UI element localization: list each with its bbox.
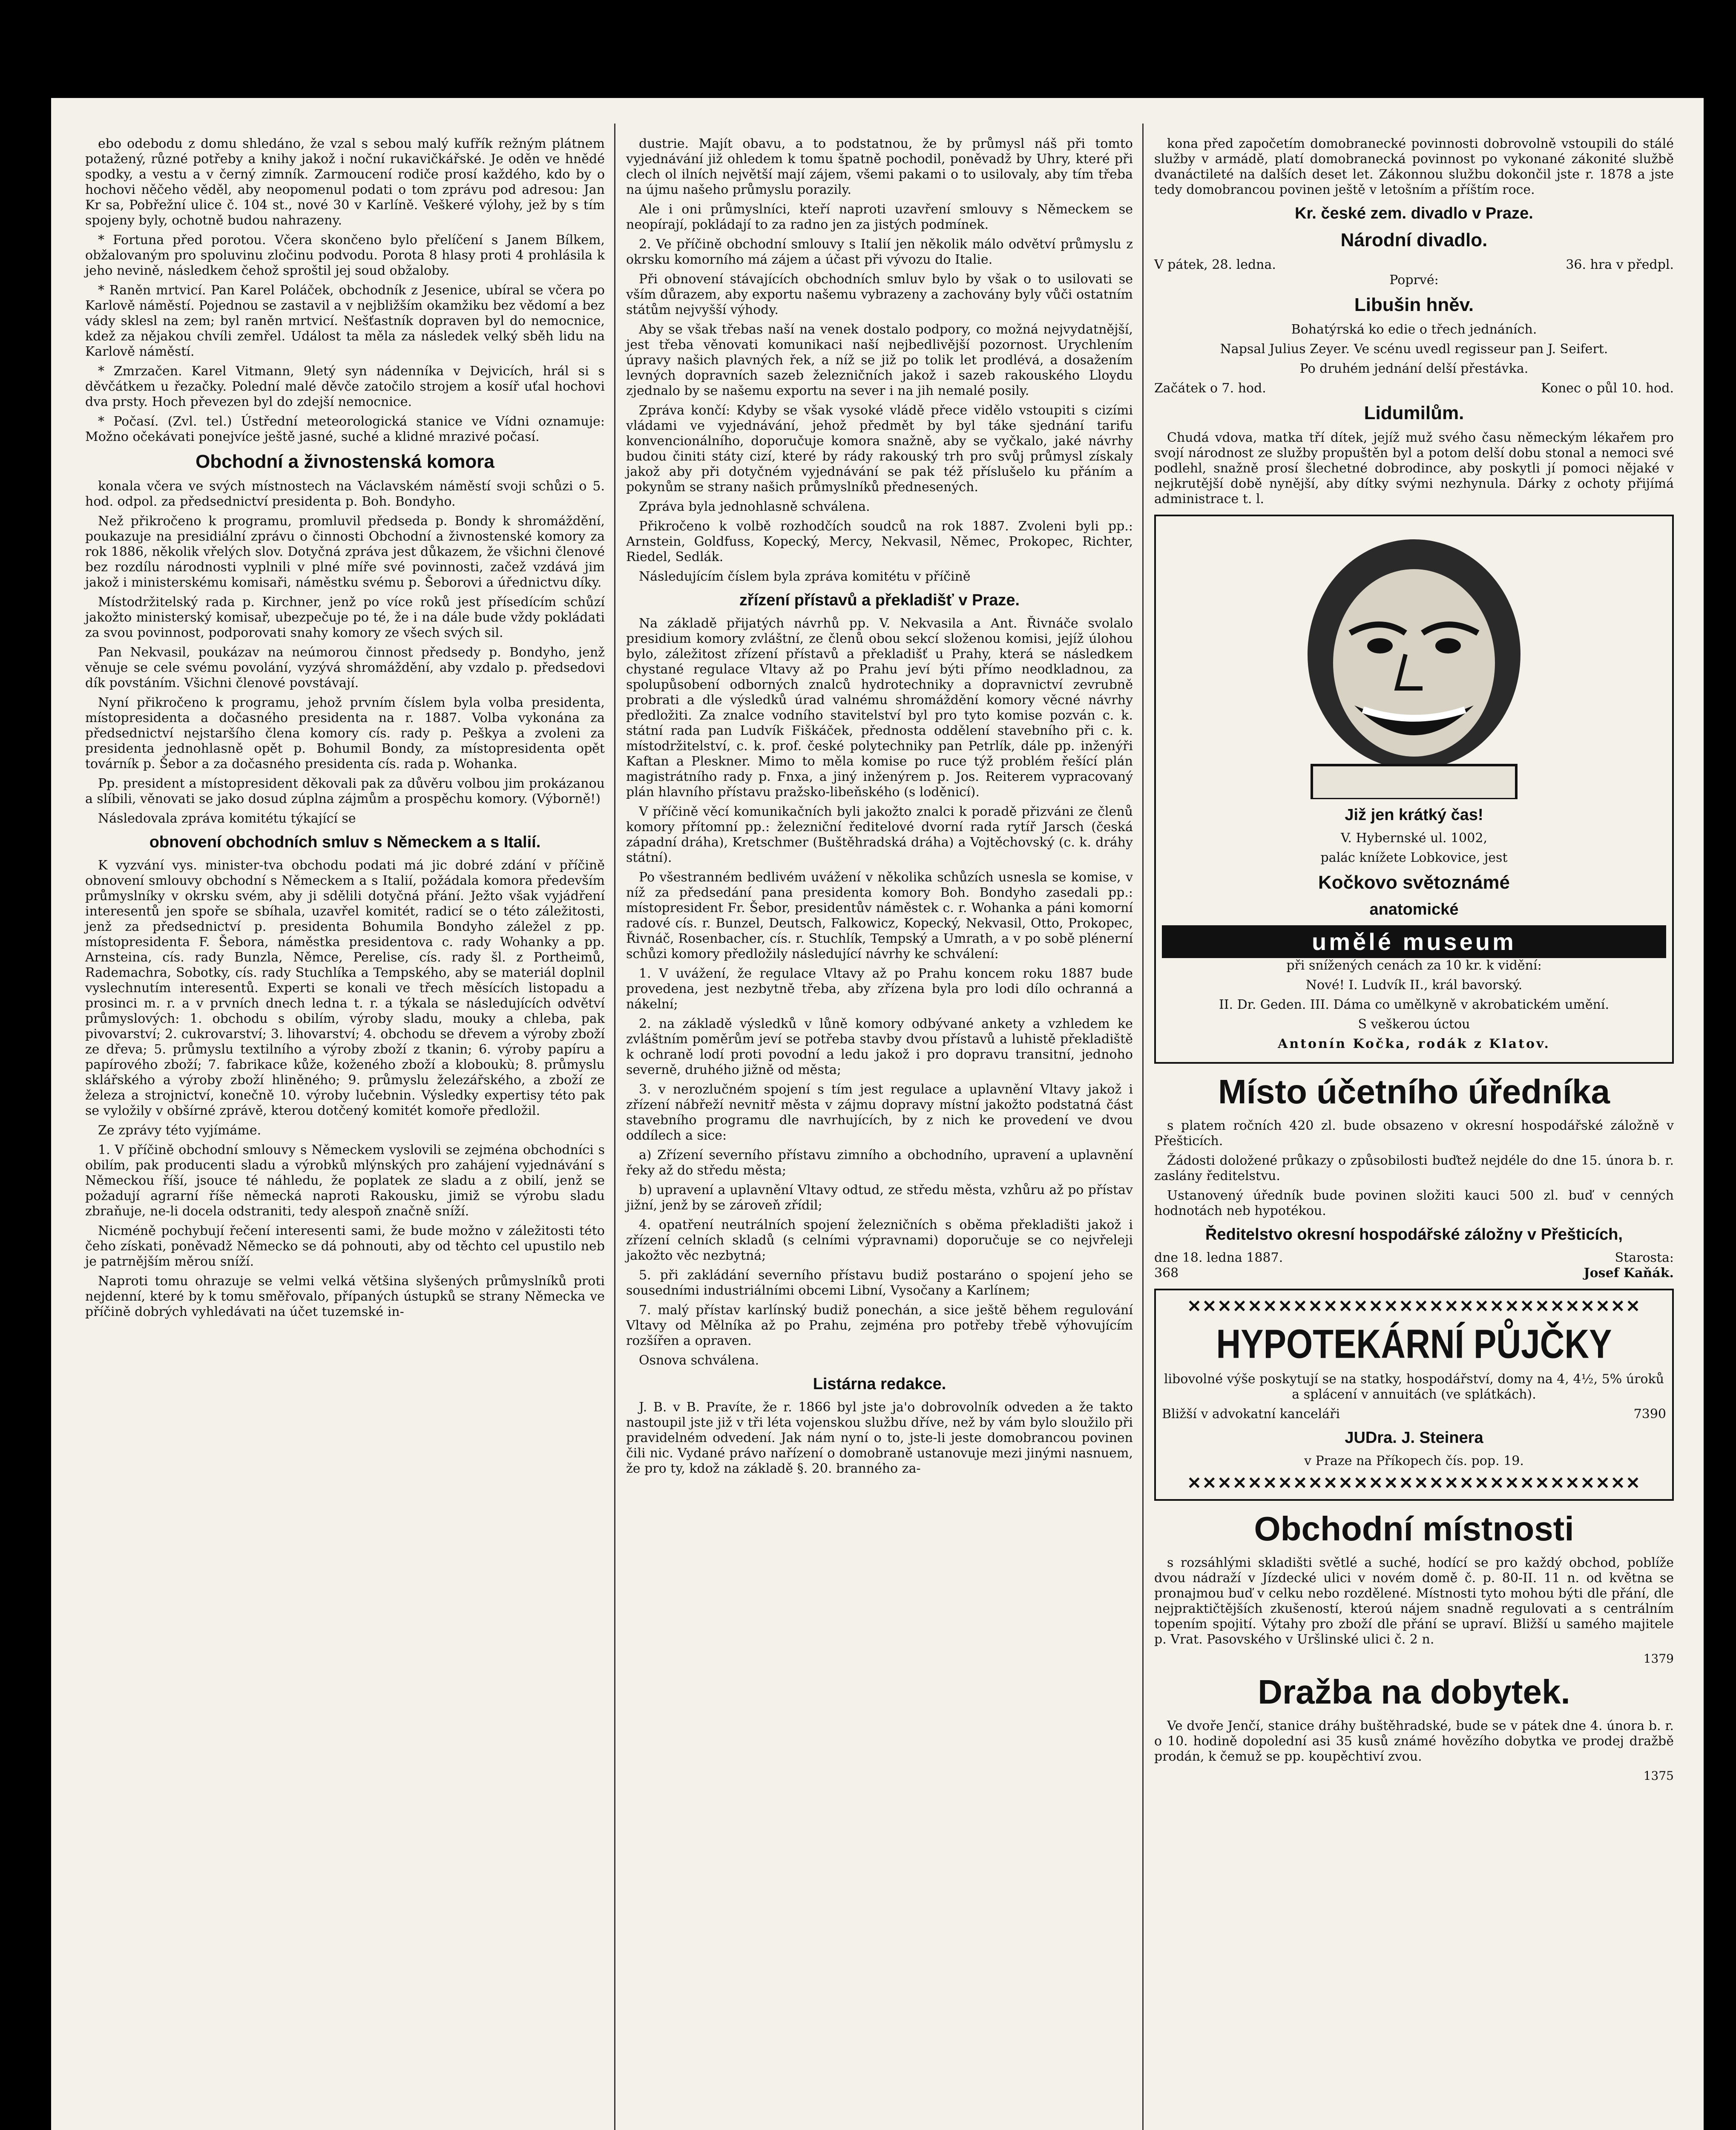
article-text: dustrie. Majít obavu, a to podstatnou, že by průmysl náš při tomto vyjednávání již ohledem k tomu špatně pochodil, poněvadž by Uhry, které při clech ol ilních největší mají zájem, všemi pakami o to usilovaly, aby tím třeba na újmu našeho průmyslu porazily. (626, 136, 1133, 197)
loans-heading: HYPOTEKÁRNÍ PŮJČKY (1216, 1321, 1612, 1367)
theatre-heading: Kr. české zem. divadlo v Praze. (1295, 204, 1533, 222)
news-item: * Počasí. (Zvl. tel.) Ústřední meteorologická stanice ve Vídni oznamuje: Možno očekávati ponejvíce ještě jasné, suché a klidné mrazivé počasí. (85, 414, 605, 444)
article-text: Než přikročeno k programu, promluvil předseda p. Bondy k shromáždění, poukazuje na presidiální zprávu o činnosti Obchodní a živnostenské komory za rok 1886, několik vřelých slov. Dotyčná zpráva jest důkazem, že všichni členové bez rozdílu národnosti vyplnili v plné míře své povinnosti, začež vzdává jim jakož i ministerskému komisaři, náměstku svému p. Šeborovi a úřednictvu díky. (85, 514, 605, 590)
article-text: J. B. v B. Pravíte, že r. 1866 byl jste ja'o dobrovolník odveden a že takto nastoupil jste již v tři léta vojenskou službu dříve, než by vám bylo sloužilo při pravidelném odvedení. Jak nám nyní o to, jste-li jeste domobrancou povinen čili nic. Vydané právo nařízení o domobraně ustanovuje mezi jinými nasnuem, že pro ty, kdož na základě §. 20. branného za- (626, 1400, 1133, 1476)
premises-heading: Obchodní místnosti (1254, 1510, 1574, 1548)
news-item: * Raněn mrtvicí. Pan Karel Poláček, obchodník z Jesenice, ubíral se včera po Karlově náměstí. Pojednou se zastavil a v nejbližším okamžiku bez vědomí a bez vády sklesl na zem; byl raněn mrtvicí. Nešťastník dopraven byl do nemocnice, kdež za nějakou chvíli zemřel. Událost ta měla za následek velký sběh lidu na Karlově náměstí. (85, 283, 605, 359)
museum-name: Kočkovo světoznámé (1318, 872, 1510, 893)
theatre-play: Libušin hněv. (1354, 294, 1474, 315)
article-text: Zpráva byla jednohlasně schválena. (639, 499, 870, 514)
theatre-start: Začátek o 7. hod. (1154, 381, 1266, 396)
article-text: konala včera ve svých místnostech na Václavském náměstí svoji schůzi o 5. hod. odpol. za předsednictví presidenta p. Boh. Bondyho. (85, 479, 605, 509)
job-signature: Ředitelstvo okresní hospodářské záložny v Přešticích, (1205, 1226, 1623, 1243)
job-text: s platem ročních 420 zl. bude obsazeno v okresní hospodářské záložně v Přešticích. (1154, 1118, 1674, 1148)
theatre-genre: Bohatýrská ko edie o třech jednáních. (1291, 322, 1537, 337)
article-text: 7. malý přístav karlínský budiž ponechán, a sice ještě během regulování Vltavy od Mělníka až po Prahu, zejména pro potřeby třebě výhovujícím rozšířen a opraven. (626, 1303, 1133, 1348)
job-heading: Místo účetního úředníka (1218, 1073, 1610, 1111)
museum-text: při snížených cenách za 10 kr. k vidění: (1286, 958, 1542, 973)
cross-border: ✕✕✕✕✕✕✕✕✕✕✕✕✕✕✕✕✕✕✕✕✕✕✕✕✕✕✕✕✕✕ (1187, 1296, 1641, 1316)
grinning-face-illustration (1252, 527, 1576, 799)
article-text: Ze zprávy této vyjímáme. (98, 1123, 262, 1138)
column-rule (1142, 124, 1144, 2130)
museum-text: Antonín Kočka, rodák z Klatov. (1278, 1036, 1550, 1051)
ad-number: 368 (1154, 1266, 1179, 1281)
job-text: Žádosti doložené průkazy o způsobilosti buďtež nejdéle do dne 15. února b. r. zaslány ředitelstvu. (1154, 1153, 1674, 1183)
column-right (1154, 136, 1674, 1783)
article-text: Nicméně pochybují řečení interesenti sami, že bude možno v záležitosti této čeho získati, poněvadž Německo se dá pohnouti, aby od těchto cel upustilo neb je patrnějším měrou sníží. (85, 1223, 605, 1269)
article-text: 3. v nerozlučném spojení s tím jest regulace a uplavnění Vltavy jakož i zřízení nábřeží nevnitř města v zájmu dopravy místní jakožto podstatná část stavebního programu dle navrhujících, by z nich ke provedení ve dvou oddílech a sice: (626, 1082, 1133, 1143)
article-text: Nyní přikročeno k programu, jehož prvním číslem byla volba presidenta, místopresidenta a dočasného presidenta na r. 1887. Volba vykonána za předsednictví nejstaršího člena komory cís. rady p. Peškyа a zvoleni za presidenta jednohlasně opět p. Bohumil Bondy, za místopresidenta opět továrník p. Šebor a za dočasného presidenta cís. rada p. Wohanka. (85, 695, 605, 771)
ad-number: 7390 (1633, 1407, 1666, 1422)
section-heading: Obchodní a živnostenská komora (195, 451, 494, 472)
theatre-interval: Po druhém jednání delší přestávka. (1299, 361, 1529, 376)
article-text: Pp. president a místopresident děkovali pak za důvěru volbou jim prokázanou a slíbili, věnovati se jako dosud zúplna zájmům a prospěchu komory. (Výborně!) (85, 776, 605, 806)
ad-number: 1375 (1643, 1769, 1674, 1783)
loans-text: Bližší v advokatní kanceláři (1162, 1407, 1340, 1422)
article-text: Následovala zpráva komitétu týkající se (98, 811, 356, 826)
article-text: Ale i oni průmyslníci, kteří naproti uzavření smlouvy s Německem se neopírají, pokládají to za radno jen za jistých podmínek. (626, 202, 1133, 232)
loans-text: libovolné výše poskytují se na statky, hospodářství, domy na 4, 4½, 5% úroků a splácení v annuitách (ve splátkách). (1164, 1372, 1664, 1402)
article-text: 2. na základě výsledků v lůně komory odbývané ankety a vzhledem ke zvláštním poměrům jeví se potřeba stavby dvou přístavů a luhistě překladiště k ochraně lodí proti povodní a ledu jakož i pro dopravu transitní, jednoho severně, druhého jižně od města; (626, 1016, 1133, 1077)
article-text: Zpráva končí: Kdyby se však vysoké vládě přece vidělo vstoupiti s cizími vládami ve vyjednávání, jehož předmět by byl táke sjednání tarifu konvencionálního, doporučuje komora snažně, aby se vyčkalo, jaké návrhy budou činiti státy cizí, které by rády rakouský trh pro svůj průmysl získaly jakož aby při dotyčném vyjednávání se pak též příslušelo ku přáním a pokynům se strany našich průmyslníků přednesených. (626, 403, 1133, 495)
theatre-title: Národní divadlo. (1340, 230, 1488, 250)
article-text: 1. V uvážení, že regulace Vltavy až po Prahu koncem roku 1887 bude provedena, jest nezbytně třeba, aby zřízena byla pro lodi dílo ochranná a nákelní; (626, 966, 1133, 1012)
article-text: ebo odebodu z domu shledáno, že vzal s sebou malý kufřík režným plátnem potažený, různé potřeby a knihy jakož i noční rukavičkářské. Je oděn ve hnědé spodky, a vestu a v černý zimník. Zarmoucení rodiče prosí každého, kdo by o hochovi něčeho věděl, aby neopomenul podati o tom zprávu pod adresou: Jan Kr sa, Pobřežní ulice č. 104 st., nové 30 v Karlíně. Veškeré výlohy, jež by s tím spojeny byly, ochotně budou nahrazeny. (85, 136, 605, 228)
newspaper-page (51, 98, 1704, 2130)
ad-number: 1379 (1643, 1652, 1674, 1666)
loans-address: v Praze na Příkopech čís. pop. 19. (1304, 1454, 1524, 1468)
loans-name: JUDra. J. Steinera (1345, 1429, 1483, 1447)
section-heading: zřízení přístavů a překladišť v Praze. (739, 591, 1020, 609)
article-text: b) upravení a uplavnění Vltavy odtud, ze středu města, vzhůru až po přístav jižní, jenž by se zároveň zřídil; (626, 1183, 1133, 1213)
auction-text: Ve dvoře Jenčí, stanice dráhy buštěhradské, bude se v pátek dne 4. února b. r. o 10. hodině dopolední asi 35 kusů známé hovězího dobytka ve prodej dražbě prodán, k čemuž se pp. koupěchtiví zvou. (1154, 1718, 1674, 1764)
article-text: Po všestranném bedlivém uvážení v několika schůzích usnesla se komise, v níž za předsedání pana presidenta komory Boh. Bondyho zasedali pp.: místopresident Fr. Šebor, presidentův náměstek c. r. Wohanka a páni komorní radové cís. r. Bunzel, Deutsch, Falkowicz, Kopecký, Nekvasil, Otto, Prokopec, Řivnáč, Rosenbacher, cís. r. Stuchlík, Tempský a Umrath, a v po sobě plénerní schůzi komory předložily následující návrhy ke schválení: (626, 870, 1133, 961)
museum-address: V. Hybernské ul. 1002, (1341, 831, 1487, 846)
column-middle (626, 136, 1133, 1481)
news-item: * Fortuna před porotou. Včera skončeno bylo přelíčení s Janem Bílkem, obžalovaným pro spoluvinu zločinu podvodu. Porota 8 hlasy proti 4 prohlásila k jeho nevině, následkem čehož sproštil jej soud obžaloby. (85, 233, 605, 278)
article-text: Osnova schválena. (639, 1353, 759, 1368)
article-text: 5. při zakládání severního přístavu budiž postaráno o spojení jeho se sousedními industriálními obcemi Libní, Vysočany a Karlínem; (626, 1268, 1133, 1298)
museum-word: umělé museum (1162, 925, 1666, 958)
job-date: dne 18. ledna 1887. (1154, 1250, 1283, 1265)
job-name: Josef Kaňák. (1584, 1266, 1674, 1281)
theatre-date: V pátek, 28. ledna. (1154, 257, 1276, 272)
column-left (85, 136, 605, 1324)
article-text: Aby se však třebas naší na venek dostalo podpory, co možná nejvydatnější, jest třeba věnovati komunikaci naší nejbedlivější pozornost. Urychlením úpravy našich plavných řek, a níž se již po tolik let prodlévá, a dosažením levných dopravních sazeb železničních jakož i sazeb rakouského Lloydu zjednalo by se našemu exportu na sever i na jih nemalé posily. (626, 322, 1133, 398)
article-text: V příčině věcí komunikačních byli jakožto znalci k poradě přizváni ze členů komory přítomní pp.: železniční ředitelové dvorní rada rytíř Jarsch (česká západní dráha), Kretschmer (Buštěhradská dráha) a Vojtěchovský (c. k. dráhy státní). (626, 804, 1133, 865)
theatre-listing (1154, 204, 1674, 396)
section-heading: Listárna redakce. (813, 1375, 946, 1393)
article-text: Při obnovení stávajících obchodních smluv bylo by však o to usilovati se vším důrazem, aby exportu našemu vybrazeny a zachovány byly vůči ostatním státům nejvyšší výhody. (626, 272, 1133, 317)
auction-heading: Dražba na dobytek. (1258, 1673, 1570, 1711)
theatre-end: Konec o půl 10. hod. (1541, 381, 1674, 396)
job-text: Ustanovený úředník bude povinen složiti kauci 500 zl. buď v cenných hodnotách neb hypotékou. (1154, 1188, 1674, 1218)
article-text: K vyzvání vys. minister-tva obchodu podati má jic dobré zdání v příčině obnovení smlouvy obchodní s Německem a s Italií, požádala komora především průmyslníky v okrsku svém, aby ji sdělili dotyčná přání. Ježto však vyjádření interesentů jen spoře se sbíhala, uzavřel komitét, radicí se o této záležitosti, jenž za předsednictví p. presidenta Bohumila Bondyho záležel z pp. místopresidenta F. Šebora, náměstka presidentova c. rady Wohanky a pp. Arnsteina, cís. rady Bunzla, Němce, Perelise, cís. rady šl. z Portheimů, Rademachra, Sobotky, cís. rady Stuchlíka a Tempského, aby se materiál doplnil vyslechnutím interesentů. Experti se konali ve třech měsících listopadu a prosinci m. r. a v prvních dnech ledna t. r. a týkala se následujících odvětví průmyslových: 1. obchodu s obilím, výroby sladu, mouky a chleba, pak pivovarství; 2. cukrovarství; 3. lihovarství; 4. obchodu se dřevem a výroby zboží ze dřeva; 5. průmyslu textilního a výroby zboží z tkanin; 6. výroby papíru a papírového zboží; 7. fabrikace kůže, koženého zboží a kloboukù; 8. průmyslu sklářského a výroby zboží hliněného; 9. průmyslu železářského, a zboží ze železa a strojnictví, konečně 10. výroby lučebnin. Výsledky expertisy této pak se vyložily v obšírné zprávě, kterou dotčený komitét komoře předložil. (85, 858, 605, 1118)
charity-text: Chudá vdova, matka tří dítek, jejíž muž svého času německým lékařem pro svojí národnost ze služby propuštěn byl a potom delší dobu stonal a nemoci své podlehl, snažně prosí šlechetné dobrodince, aby poskytli jí pomoci nějaké v nejkrutější době nynější, aby dítky svými nezhynula. Dárky z ochoty přijímá administrace t. l. (1154, 430, 1674, 507)
article-text: 2. Ve příčině obchodní smlouvy s Italií jen několik málo odvětví průmyslu z okrsku komorního má zájem a účast při vývozu do Italie. (626, 237, 1133, 267)
job-starosta: Starosta: (1615, 1250, 1674, 1265)
article-text: 1. V příčině obchodní smlouvy s Německem vyslovili se zejména obchodníci s obilím, pak producenti sladu a výrobků mlýnských pro zahájení vyjednávání s Německou říší, jsouce té náhledu, že poplatek ze sladu a z obilí, jenž se požadují agrarní říše německá naproti Rakousku, jimiž se výrobu sladu zbraňuje, ne-li docela odstraniti, tedy alespoň značně sníží. (85, 1143, 605, 1219)
theatre-series: 36. hra v předpl. (1566, 257, 1674, 272)
museum-banner: Již jen krátký čas! (1345, 806, 1483, 824)
museum-ad (1154, 515, 1674, 1064)
sub-heading: obnovení obchodních smluv s Německem a s Italií. (149, 833, 541, 851)
cross-border: ✕✕✕✕✕✕✕✕✕✕✕✕✕✕✕✕✕✕✕✕✕✕✕✕✕✕✕✕✕✕ (1187, 1473, 1641, 1493)
article-text: Následujícím číslem byla zpráva komitétu v příčině (639, 569, 971, 584)
article-text: Pan Nekvasil, poukázav na neúmorou činnost předsedy p. Bondyho, jenž věnuje se cele svému povolání, vyzývá shromáždění, aby vzdalo p. předsedovi dík povstáním. Všichni členové povstávají. (85, 645, 605, 691)
museum-address: palác knížete Lobkovice, jest (1320, 850, 1508, 865)
museum-text: S veškerou úctou (1358, 1017, 1470, 1032)
premises-text: s rozsáhlými skladišti světlé a suché, hodící se pro každý obchod, poblíže dvou nádraží v Jízdecké ulici v novém domě č. p. 80-II. 11 n. od května se pronajmou buď v celku nebo rozdělené. Místnosti tyto mohou býti dle přání, dle nejpraktičtějších zkušeností, kteroú nájem snadně regulovati a s centrálním topením spojití. Výtahy pro zboží dle přání se upraví. Bližší u samého majitele p. Vrat. Pasovského v Uršlinské ulici č. 2 n. (1154, 1555, 1674, 1647)
column-rule (614, 124, 615, 2130)
theatre-author: Napsal Julius Zeyer. Ve scénu uvedl regisseur pan J. Seifert. (1220, 342, 1608, 357)
museum-subtitle: anatomické (1369, 901, 1459, 918)
charity-heading: Lidumilům. (1364, 403, 1464, 423)
museum-text: Nové! I. Ludvík II., král bavorský. (1305, 978, 1523, 993)
article-text: kona před započetím domobranecké povinnosti dobrovolně vstoupili do stálé služby v armádě, platí domobranecká povinnost po vykonané zákonité službě dvanáctileté na dalších deset let. Zákonnou službu dokončil jste r. 1878 a jste tedy domobrancou povinen ještě v letošním a příštím roce. (1154, 136, 1674, 197)
museum-text: II. Dr. Geden. III. Dáma co umělkyně v akrobatickém umění. (1219, 997, 1610, 1012)
article-text: Přikročeno k volbě rozhodčích soudců na rok 1887. Zvoleni byli pp.: Arnstein, Goldfuss, Kopecký, Mercy, Nekvasil, Němec, Prokopec, Richter, Riedel, Sedlák. (626, 519, 1133, 564)
article-text: Naproti tomu ohrazuje se velmi velká většina slyšených průmyslníků proti nejdenní, které by k tomu směřovalo, přípaných ústupků se strany Německa ve příčině dobrých vyhledávati na účet tuzemské in- (85, 1274, 605, 1319)
article-text: Místodržitelský rada p. Kirchner, jenž po více roků jest přísedícím schůzí jakožto ministerský komisař, ubezpečuje po té, že i na dále bude vždy pokládati za svou povinnost, podporovati snahy komory ze všech svých sil. (85, 595, 605, 640)
article-text: 4. opatření neutrálních spojení železničních s oběma překladišti jakož i zřízení celních skladů (s celními výpravnami) doporučuje se co nejvřeleji jakožto věc nezbytná; (626, 1218, 1133, 1263)
article-text: a) Zřízení severního přístavu zimního a obchodního, upravení a uplavnění řeky až do středu města; (626, 1148, 1133, 1178)
news-item: * Zmrzačen. Karel Vitmann, 9letý syn nádenníka v Dejvicích, hrál si s děvčátkem u řezačky. Polední malé děvče zatočilo strojem a kosíř uťal hochovi dva prsty. Hoch převezen byl do zdejší nemocnice. (85, 364, 605, 409)
article-text: Na základě přijatých návrhů pp. V. Nekvasila a Ant. Řivnáče svolalo presidium komory zvláštní, ze členů obou sekcí složenou komisi, jejíž úlohou bylo, záležitost zřízení přístavů a překladišť u Prahy, která se následkem chystané regulace Vltavy až po Prahu jeví býti přímo neodkladnou, za spolupůsobení odborných znalců hydrotechniky a dopravnictví zevrubně probrati a dle výsledků úrad valnému shromáždění komory věcné návrhy předložiti. Za znalce vodního stavitelství byl pro tyto komise pozván c. k. státní rada pan Ludvík Fiškáček, přednosta oddělení stavebního při c. k. místodržitelství, c. k. prof. české polytechniky pan Petrlík, dále pp. inženýři Kaftan a Pleskner. Mimo to měla komise po ruce týž problém řešící plán magistrátního rady p. Fnxa, a jiný inženýrem p. Jos. Reiterem vypracovaný plán hlavního přístavu pražsko-libeňského (s loděnicí). (626, 616, 1133, 800)
theatre-premiere: Poprvé: (1389, 273, 1439, 288)
loans-ad (1154, 1289, 1674, 1501)
